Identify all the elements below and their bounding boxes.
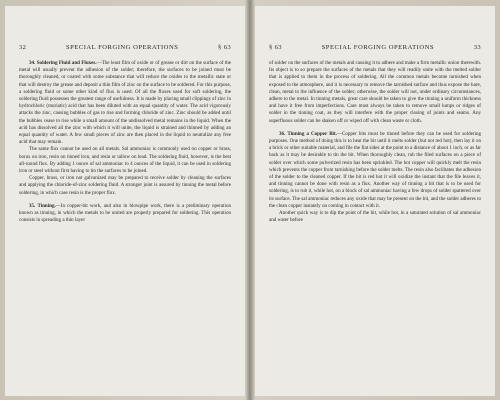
section-mark: § 63 [269, 44, 282, 51]
page-body [19, 60, 231, 224]
running-title: SPECIAL FORGING OPERATIONS [65, 44, 179, 51]
right-page [255, 6, 495, 396]
section-paragraph [269, 131, 481, 210]
section-paragraph [19, 60, 231, 146]
page-number: 32 [19, 44, 27, 51]
section-number: 35. [29, 202, 36, 209]
running-title: SPECIAL FORGING OPERATIONS [321, 44, 435, 51]
section-heading: Tinning a Copper Bit. [287, 130, 337, 137]
section-number: 36. [279, 130, 286, 137]
paragraph: The same flux cannot be used on all metals. Sal ammoniac is commonly used on copper or brass, borax on iron, resin on tinned iron, and resin or tallow on lead. The soldering fluid, however, is the best all-round flux. By adding 1 ounce of sal ammoniac to 4 ounces of the liquid, it can be used in soldering iron or steel without first having to tin the surfaces to be joined. [19, 146, 231, 175]
left-page [5, 6, 245, 396]
section-mark: § 63 [218, 44, 231, 51]
running-head [19, 44, 231, 51]
page-body [269, 60, 481, 224]
paragraph-text: —The least film of oxide or of grease or dirt on the surface of the metal will usually prevent the adhesion of the solder; therefore, the surfaces to be joined must be thoroughly cleaned, or coated with some substance that will reduce the oxides to the metallic state or that will destroy the grease and deposit a thin film of zinc on the surface to be soldered. For this purpose, a soldering fluid or some other kind of flux is used. Of all the fluxes used for soft soldering, the soldering fluid possesses the greatest range of usefulness. It is made by placing small clippings of zinc in hydrochloric (muriatic) acid that has been diluted with an equal quantity of water. The acid vigorously attacks the zinc, causing bubbles of gas to rise and forming chloride of zinc. Zinc should be added until the bubbles cease to rise while a small amount of the undissolved metal remains in the liquid. When the acid has dissolved all the zinc with which it will unite, the liquid is strained and thinned by adding an equal quantity of water. A few small pieces of zinc are then placed in the liquid to neutralize any free acid that may remain. [19, 60, 231, 146]
section-paragraph [19, 203, 231, 225]
section-heading: Soldering Fluid and Fluxes. [36, 60, 97, 66]
running-head [269, 44, 481, 51]
continuation-paragraph: of solder on the surfaces of the metals and causing it to adhere and make a firm metallic union therewith. Its object is to so prepare the surfaces of the metals that they will readily unite with the melted solder that is applied to them in the process of soldering. All the common metals become tarnished when exposed to the atmosphere, and it is necessary to remove the tarnished surface and thus expose the bare, clean, metal to the influence of the solder; otherwise, the solder will not, under ordinary circumstances, adhere to the metal. In tinning metals, great care should be taken to give the tinning a uniform thickness and have it free from imperfections. Care must always be taken to remove small lumps or ridges of solder in the tinning coat, as they will interfere with the proper closing of joints and seams. Any superfluous solder can be shaken off or wiped off with clean waste or cloth. [269, 60, 481, 124]
page-number: 33 [473, 44, 481, 51]
paragraph: Another quick way is to dip the point of the bit, while hot, in a saturated solution of sal ammoniac and water before [269, 210, 481, 224]
section-number: 34. [29, 60, 36, 66]
paragraph-text: —In copper-bit work, and also in blowpipe work, there is a preliminary operation known as tinning, in which the metals to be united are properly prepared for soldering. This operation consists in spreading a thin layer [19, 202, 231, 224]
section-heading: Tinning. [37, 202, 56, 209]
paragraph: Copper, brass, or iron not galvanized may be prepared to receive solder by cleaning the surfaces and applying the chloride-of-zinc soldering fluid. A stronger joint is assured by tinning the metal before soldering, in which case resin is the proper flux. [19, 175, 231, 196]
paragraph-text: —Copper bits must be tinned before they can be used for soldering purposes. One method of doing this is to heat the bit until it melts solder (but not red hot), then lay it on a brick or other suitable material, and file the flat sides at the point to a distance of about 1 inch, or as far back as it may be desirable to tin the bit. When thoroughly clean, rub the filed surfaces on a piece of solder over which some pulverized resin has been sprinkled. The hot copper will quickly melt the resin which prevents the copper from tarnishing before the solder melts. The resin also facilitates the adhesion of the solder to the cleaned copper. If the bit is red hot it will oxidize the instant that the file leaves it, and tinning cannot be done with resin as a flux. Another way of tinning a bit that is to be used for soldering, is to rub it, while hot, on a block of sal ammoniac having a few drops of solder spattered over its surface. The sal ammoniac reduces any oxide that may be present on the bit, and the solder adheres to the clean copper instantly on coming in contact with it. [269, 130, 481, 209]
